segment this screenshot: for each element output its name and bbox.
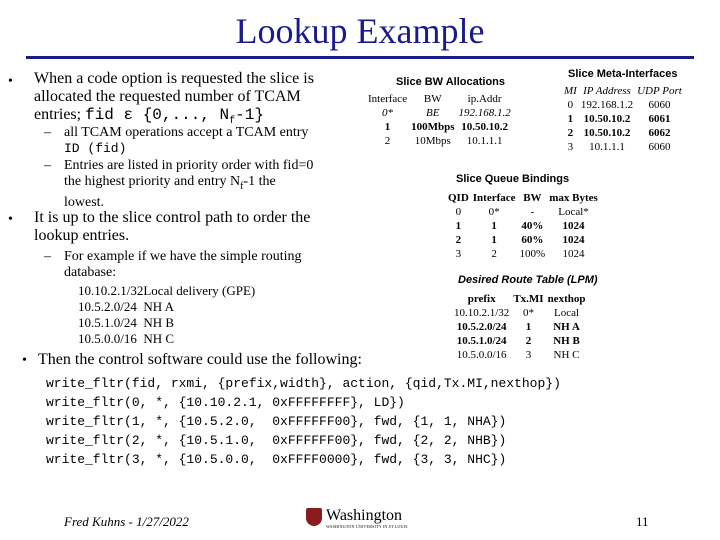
queue-table	[446, 191, 600, 261]
bw-table	[366, 92, 513, 148]
table-cell: 100Mbps	[411, 121, 455, 133]
table-cell: Local*	[558, 206, 589, 218]
queue-table-title: Slice Queue Bindings	[456, 173, 570, 185]
sub-bullet-1	[64, 125, 364, 157]
table-cell: 1024	[562, 248, 585, 260]
table-cell: 1	[567, 113, 574, 125]
table-cell: 1	[455, 220, 462, 232]
bullet-1-line-2: allocated the requested number of TCAM	[34, 88, 301, 105]
sub-bullet-3-line-2: database:	[64, 265, 117, 280]
table-cell: 6060	[648, 99, 671, 111]
table-cell: 6060	[648, 141, 671, 153]
meta-table	[562, 84, 684, 154]
shield-icon	[306, 508, 322, 526]
table-row	[562, 140, 684, 154]
table-cell: 1024	[562, 220, 585, 232]
table-header-cell: Interface	[368, 93, 408, 105]
table-row	[366, 120, 513, 134]
sub-dash-2: –	[44, 158, 51, 173]
route-table	[452, 292, 587, 362]
bullet-1-line-3-prefix: entries;	[34, 106, 86, 123]
table-header-cell: nexthop	[547, 293, 586, 305]
bullet-1-line-1: When a code option is requested the slice is	[34, 70, 314, 87]
table-row	[452, 306, 587, 320]
table-cell: 10.50.10.2	[583, 113, 631, 125]
table-cell: 192.168.1.2	[458, 107, 511, 119]
table-cell: 10Mbps	[414, 135, 451, 147]
route-table-title: Desired Route Table (LPM)	[458, 274, 598, 286]
table-cell: 6062	[648, 127, 671, 139]
command-line: write_fltr(2, *, {10.5.1.0, 0xFFFFFF00}, fwd, {2, 2, NHB})	[46, 433, 507, 448]
page-title: Lookup Example	[235, 11, 485, 51]
fid-range-code-end: -1}	[235, 106, 264, 124]
table-cell: 1	[384, 121, 391, 133]
table-cell: Local	[553, 307, 580, 319]
table-cell: 2	[384, 135, 391, 147]
sub-bullet-2-line-2: the highest priority and entry $N_f-1$ the	[64, 174, 276, 192]
table-header-cell: UDP Port	[637, 85, 682, 97]
table-row	[446, 233, 600, 247]
table-header-cell: Interface	[472, 192, 516, 204]
sub-bullet-1-line-1: all TCAM operations accept a TCAM entry	[64, 125, 309, 140]
table-cell: 0*	[382, 107, 394, 119]
table-cell: 2	[491, 248, 497, 260]
table-cell: 10.5.2.0/24	[456, 321, 507, 333]
table-cell: 10.1.1.1	[589, 141, 625, 153]
table-row	[562, 112, 684, 126]
table-header-row	[562, 84, 684, 98]
bullet-2-line-1: It is up to the slice control path to order the	[34, 209, 311, 226]
table-cell: -	[530, 206, 535, 218]
bullet-2	[34, 209, 364, 245]
table-cell: NH B	[553, 335, 580, 347]
university-logo	[306, 508, 408, 529]
table-header-cell: Tx.MI	[513, 293, 544, 305]
table-row	[446, 219, 600, 233]
table-cell: 192.168.1.2	[580, 99, 634, 111]
route-entry: 10.5.0.0/16 NH C	[78, 331, 175, 346]
footer-author: Fred Kuhns - 1/27/2022	[64, 514, 189, 529]
table-row	[446, 205, 600, 219]
table-cell: 0*	[522, 307, 534, 319]
sub-bullet-2-line-1: Entries are listed in priority order with fid=0	[64, 158, 314, 173]
table-header-row	[366, 92, 513, 106]
table-cell: 3	[525, 349, 532, 361]
table-cell: 2	[455, 234, 462, 246]
table-cell: 10.5.0.0/16	[456, 349, 507, 361]
table-cell: BE	[426, 107, 440, 119]
logo-text: Washington	[326, 507, 403, 524]
table-header-cell: IP Address	[583, 85, 631, 97]
table-row	[452, 334, 587, 348]
table-cell: 10.50.10.2	[583, 127, 631, 139]
logo-text-group	[326, 508, 408, 529]
then-line: Then the control software could use the following:	[38, 351, 362, 368]
table-row	[446, 247, 600, 261]
sub-bullet-3-line-1: For example if we have the simple routing	[64, 249, 302, 264]
table-cell: 10.50.10.2	[461, 121, 508, 133]
table-header-cell: BW	[423, 93, 442, 105]
table-cell: NH C	[553, 349, 580, 361]
table-cell: 3	[455, 248, 462, 260]
table-cell: 1	[491, 220, 497, 232]
table-cell: 10.10.2.1/32	[454, 307, 510, 319]
table-cell: 10.1.1.1	[466, 135, 503, 147]
page-number: 11	[636, 514, 649, 529]
sub-bullet-2	[64, 158, 364, 211]
route-entry: 10.10.2.1/32Local delivery (GPE)	[78, 283, 256, 298]
table-cell: 40%	[521, 220, 544, 232]
table-cell: 10.5.1.0/24	[456, 335, 507, 347]
sub-bullet-1-line-2: ID (fid)	[64, 141, 127, 156]
table-header-cell: max Bytes	[549, 192, 598, 204]
table-row	[562, 126, 684, 140]
table-cell: 100%	[519, 248, 546, 260]
table-cell: 1	[491, 234, 497, 246]
bullet-dot-3: •	[22, 353, 27, 368]
table-cell: 6061	[648, 113, 671, 125]
table-header-cell: BW	[523, 192, 542, 204]
table-row	[366, 134, 513, 148]
table-row	[562, 98, 684, 112]
command-line: write_fltr(fid, rxmi, {prefix,width}, action, {qid,Tx.MI,nexthop})	[46, 376, 561, 391]
table-row	[452, 348, 587, 362]
table-header-row	[446, 191, 600, 205]
route-entry: 10.5.1.0/24 NH B	[78, 315, 175, 330]
sub-dash-3: –	[44, 249, 51, 264]
table-cell: 1	[525, 321, 532, 333]
route-entry: 10.5.2.0/24 NH A	[78, 299, 175, 314]
command-line: write_fltr(1, *, {10.5.2.0, 0xFFFFFF00}, fwd, {1, 1, NHA})	[46, 414, 507, 429]
table-cell: 2	[525, 335, 532, 347]
bullet-2-line-2: lookup entries.	[34, 227, 130, 244]
bw-table-title: Slice BW Allocations	[396, 76, 506, 88]
table-cell: 1024	[562, 234, 585, 246]
table-cell: 0	[567, 99, 574, 111]
bullet-1	[34, 70, 364, 131]
bullet-dot-1: •	[8, 74, 13, 89]
table-cell: 0	[455, 206, 462, 218]
table-row	[452, 320, 587, 334]
table-cell: 60%	[521, 234, 544, 246]
table-header-row	[452, 292, 587, 306]
table-cell: 2	[567, 127, 574, 139]
table-header-cell: prefix	[467, 293, 496, 305]
sub-dash-1: –	[44, 125, 51, 140]
title-divider	[26, 56, 694, 59]
table-header-cell: MI	[564, 85, 577, 97]
table-header-cell: ip.Addr	[467, 93, 502, 105]
command-line: write_fltr(0, *, {10.10.2.1, 0xFFFFFFFF}, LD})	[46, 395, 405, 410]
table-cell: 0*	[488, 206, 500, 218]
logo-subtext: WASHINGTON UNIVERSITY IN ST LOUIS	[326, 524, 408, 529]
sub-bullet-2-line-3: lowest.	[64, 194, 105, 210]
fid-range-code: fid ε {0,..., N	[85, 106, 230, 124]
table-row	[366, 106, 513, 120]
fid-range-sub: f	[229, 116, 236, 128]
command-block	[46, 374, 561, 469]
command-line: write_fltr(3, *, {10.5.0.0, 0xFFFF0000}, fwd, {3, 3, NHC})	[46, 452, 507, 467]
table-cell: 3	[567, 141, 574, 153]
sub-bullet-3	[64, 249, 364, 281]
routing-database	[78, 283, 255, 347]
table-header-cell: QID	[448, 192, 469, 204]
bullet-dot-2: •	[8, 212, 13, 227]
table-cell: NH A	[553, 321, 580, 333]
meta-table-title: Slice Meta-Interfaces	[568, 68, 678, 80]
